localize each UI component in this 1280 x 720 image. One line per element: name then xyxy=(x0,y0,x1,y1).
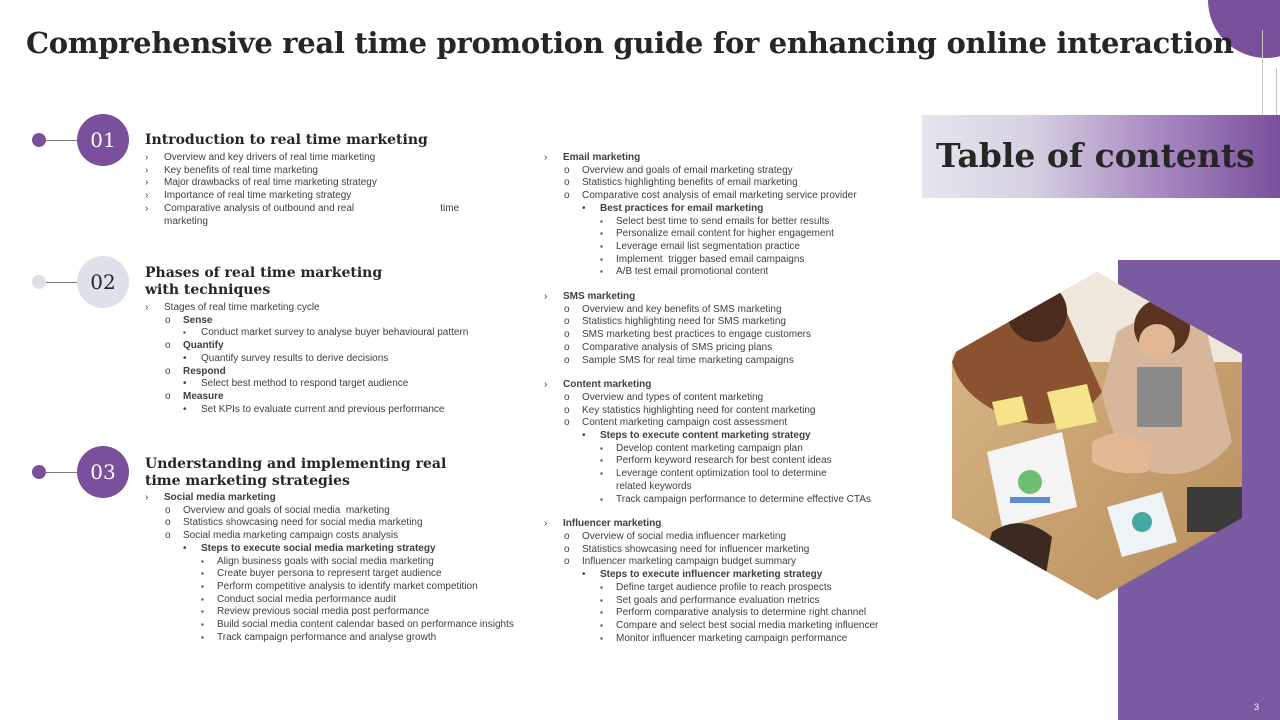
bullet-icon: ▪ xyxy=(201,581,204,591)
list-item xyxy=(544,582,878,595)
list-item-text: Key benefits of real time marketing xyxy=(164,164,318,176)
list-item-text: marketing xyxy=(164,215,208,227)
bullet-icon: o xyxy=(165,517,171,529)
list-item-text: Compare and select best social media marketing influencer xyxy=(616,619,879,631)
bullet-icon: o xyxy=(165,390,171,402)
list-item-text: Align business goals with social media marketing xyxy=(217,555,434,567)
list-item xyxy=(544,241,878,254)
section-02-number: 02 xyxy=(77,256,129,308)
bullet-icon: • xyxy=(183,403,187,415)
list-item-text: Develop content marketing campaign plan xyxy=(616,442,803,454)
list-item-text: Influencer marketing campaign budget summary xyxy=(582,556,796,568)
section-02-dot xyxy=(32,275,46,289)
list-item-text: Steps to execute social media marketing strategy xyxy=(201,542,436,554)
section-03-number: 03 xyxy=(77,446,129,498)
list-item-text: Best practices for email marketing xyxy=(600,202,764,214)
list-item-text: Select best time to send emails for better results xyxy=(616,215,830,227)
bullet-icon: ▪ xyxy=(600,620,603,630)
list-item-text: Importance of real time marketing strategy xyxy=(164,190,352,202)
list-item-text: Create buyer persona to represent target audience xyxy=(217,568,442,580)
list-item-text: related keywords xyxy=(616,480,692,492)
bullet-icon: ▪ xyxy=(600,633,603,643)
list-item-text: Social media marketing campaign costs analysis xyxy=(183,530,399,542)
list-item-text: Review previous social media post performance xyxy=(217,606,430,618)
list-item-text: Overview of social media influencer marketing xyxy=(582,530,786,542)
list-item xyxy=(145,327,468,340)
list-item xyxy=(145,378,468,391)
list-item-text: SMS marketing best practices to engage customers xyxy=(582,329,811,341)
list-item-text: Key statistics highlighting need for content marketing xyxy=(582,404,816,416)
bullet-icon: › xyxy=(145,202,149,214)
list-item-text: Statistics showcasing need for social media marketing xyxy=(183,517,423,529)
bullet-icon: • xyxy=(183,378,187,390)
list-item-text: Leverage content optimization tool to determine xyxy=(616,468,827,480)
bullet-icon: • xyxy=(582,430,586,442)
list-item xyxy=(544,165,878,178)
list-item xyxy=(145,315,468,328)
list-item-text: Perform comparative analysis to determine right channel xyxy=(616,607,867,619)
list-item-text: Stages of real time marketing cycle xyxy=(164,302,320,313)
bullet-icon: o xyxy=(564,164,570,176)
list-item-text: Content marketing campaign cost assessment xyxy=(582,417,788,429)
list-item-text: Overview and key benefits of SMS marketing xyxy=(582,303,782,315)
list-item-text: Major drawbacks of real time marketing strategy xyxy=(164,177,377,189)
bullet-icon: › xyxy=(145,152,149,163)
list-item-text: Overview and goals of social media marketing xyxy=(183,504,390,516)
list-item xyxy=(544,379,878,392)
list-item xyxy=(145,340,468,353)
bullet-icon: ▪ xyxy=(600,254,603,264)
section-02-connector xyxy=(46,282,78,283)
bullet-icon: › xyxy=(544,291,548,303)
list-item xyxy=(145,366,468,379)
bullet-icon: ▪ xyxy=(201,620,204,630)
list-item xyxy=(544,633,878,646)
list-item-text: Conduct social media performance audit xyxy=(217,593,396,605)
bullet-icon: ▪ xyxy=(600,229,603,239)
list-item-text: Implement trigger based email campaigns xyxy=(616,253,805,265)
list-item-text: Respond xyxy=(183,365,226,377)
list-item-text: Sample SMS for real time marketing campaigns xyxy=(582,354,794,366)
list-item xyxy=(544,417,878,430)
list-item xyxy=(145,177,459,190)
list-item-text: Statistics highlighting benefits of email marketing xyxy=(582,177,798,189)
list-item-text: Statistics showcasing need for influencer marketing xyxy=(582,543,810,555)
list-item xyxy=(145,404,468,417)
bullet-icon: ▪ xyxy=(600,582,603,592)
bullet-icon: o xyxy=(564,329,570,341)
bullet-icon: ▪ xyxy=(201,594,204,604)
list-item-text: Content marketing xyxy=(563,379,652,391)
bullet-icon: • xyxy=(582,569,586,581)
section-03-continued-list xyxy=(544,152,878,645)
list-item-text: Set KPIs to evaluate current and previous performance xyxy=(201,403,445,415)
list-item xyxy=(544,569,878,582)
bullet-icon: o xyxy=(564,190,570,202)
bullet-icon: o xyxy=(564,391,570,403)
list-item xyxy=(145,632,514,645)
bullet-icon: › xyxy=(544,152,548,163)
list-item xyxy=(145,190,459,203)
bullet-icon: o xyxy=(564,530,570,542)
list-item xyxy=(145,556,514,569)
list-item-text: Steps to execute content marketing strategy xyxy=(600,430,811,442)
list-item xyxy=(544,544,878,557)
list-item xyxy=(145,581,514,594)
bullet-icon: • xyxy=(582,202,586,214)
list-item xyxy=(544,620,878,633)
bullet-icon: o xyxy=(564,404,570,416)
list-item xyxy=(544,203,878,216)
bullet-icon: o xyxy=(564,177,570,189)
list-item-text: Social media marketing xyxy=(164,492,276,503)
section-02-list xyxy=(145,302,468,416)
list-item-text: Personalize email content for higher engagement xyxy=(616,228,834,240)
bullet-icon: • xyxy=(183,542,187,554)
list-item xyxy=(544,254,878,267)
list-item-text: SMS marketing xyxy=(563,291,636,303)
list-item xyxy=(145,606,514,619)
list-item xyxy=(145,203,459,216)
list-item xyxy=(145,152,459,165)
list-item xyxy=(544,481,878,494)
section-03-connector xyxy=(46,472,78,473)
list-item-text: Steps to execute influencer marketing strategy xyxy=(600,569,823,581)
list-item xyxy=(145,216,459,229)
list-item-text: Perform competitive analysis to identify market competition xyxy=(217,580,478,592)
section-02-title: Phases of real time marketing with techniques xyxy=(145,265,383,298)
list-item xyxy=(544,443,878,456)
bullet-icon: › xyxy=(544,518,548,530)
section-01-title: Introduction to real time marketing xyxy=(145,132,428,148)
page-title: Comprehensive real time promotion guide for enhancing online interaction xyxy=(26,26,1234,60)
list-item xyxy=(145,517,514,530)
list-item-text: Influencer marketing xyxy=(563,518,662,530)
list-item xyxy=(544,392,878,405)
list-item-text: Select best method to respond target audience xyxy=(201,378,409,390)
list-item xyxy=(544,304,878,317)
bullet-icon: ▪ xyxy=(201,556,204,566)
list-item xyxy=(544,468,878,481)
list-item xyxy=(544,228,878,241)
list-item xyxy=(544,342,878,355)
section-01-list xyxy=(145,152,459,228)
list-item xyxy=(544,595,878,608)
list-item xyxy=(145,302,468,315)
section-03-title: Understanding and implementing real time marketing strategies xyxy=(145,456,447,489)
list-item-text: Overview and types of content marketing xyxy=(582,391,764,403)
list-item-text: Quantify xyxy=(183,340,224,352)
list-item-text: Build social media content calendar based on performance insights xyxy=(217,619,514,631)
bullet-icon: o xyxy=(564,556,570,568)
section-03-list xyxy=(145,492,514,644)
bullet-icon: ▪ xyxy=(600,241,603,251)
list-item xyxy=(544,177,878,190)
bullet-icon: ▪ xyxy=(600,608,603,618)
list-item-text: Perform keyword research for best content ideas xyxy=(616,455,832,467)
list-item xyxy=(544,316,878,329)
bullet-icon: › xyxy=(145,164,149,176)
bullet-icon: ▪ xyxy=(600,469,603,479)
list-item xyxy=(544,190,878,203)
list-item-text: Track campaign performance to determine effective CTAs xyxy=(616,493,871,505)
bullet-icon: o xyxy=(564,303,570,315)
list-item xyxy=(544,531,878,544)
list-item xyxy=(544,355,878,368)
bullet-icon: ▪ xyxy=(600,216,603,226)
list-item xyxy=(145,505,514,518)
list-item xyxy=(145,568,514,581)
list-item-text: Set goals and performance evaluation metrics xyxy=(616,594,820,606)
bullet-icon: › xyxy=(145,190,149,202)
list-item xyxy=(145,391,468,404)
list-item-text: Track campaign performance and analyse growth xyxy=(217,631,437,643)
list-item xyxy=(145,619,514,632)
list-item xyxy=(145,543,514,556)
section-01-connector xyxy=(46,140,78,141)
page-number: 3 xyxy=(1254,702,1260,712)
list-item xyxy=(544,607,878,620)
list-item xyxy=(544,266,878,279)
list-item-text: Comparative cost analysis of email marketing service provider xyxy=(582,190,857,202)
list-spacer xyxy=(544,279,878,291)
bullet-icon: o xyxy=(165,530,171,542)
list-item-text: Comparative analysis of SMS pricing plans xyxy=(582,341,773,353)
bullet-icon: › xyxy=(145,492,149,503)
list-item xyxy=(544,152,878,165)
bullet-icon: • xyxy=(183,352,187,364)
bullet-icon: ▪ xyxy=(201,632,204,642)
list-item-text: Overview and key drivers of real time marketing xyxy=(164,152,376,163)
list-item xyxy=(145,594,514,607)
list-item-text: Monitor influencer marketing campaign performance xyxy=(616,632,848,644)
team-meeting-photo xyxy=(952,272,1242,600)
bullet-icon: o xyxy=(564,417,570,429)
list-item xyxy=(145,165,459,178)
bullet-icon: o xyxy=(564,354,570,366)
list-item-text: Define target audience profile to reach prospects xyxy=(616,581,832,593)
bullet-icon: ▪ xyxy=(201,607,204,617)
list-spacer xyxy=(544,506,878,518)
bullet-icon: o xyxy=(564,341,570,353)
list-item-text: Email marketing xyxy=(563,152,641,163)
section-01-number: 01 xyxy=(77,114,129,166)
section-03-dot xyxy=(32,465,46,479)
list-item xyxy=(544,329,878,342)
toc-title: Table of contents xyxy=(936,136,1255,175)
bullet-icon: o xyxy=(165,365,171,377)
bullet-icon: o xyxy=(165,504,171,516)
bullet-icon: ▪ xyxy=(183,328,186,338)
bullet-icon: › xyxy=(145,302,149,313)
bullet-icon: o xyxy=(165,314,171,326)
section-01-dot xyxy=(32,133,46,147)
list-item xyxy=(544,494,878,507)
bullet-icon: o xyxy=(564,316,570,328)
bullet-icon: ▪ xyxy=(600,595,603,605)
bullet-icon: ▪ xyxy=(600,443,603,453)
list-item xyxy=(544,430,878,443)
list-item xyxy=(544,556,878,569)
list-item xyxy=(145,353,468,366)
list-item-text: Measure xyxy=(183,390,224,402)
list-item xyxy=(544,291,878,304)
list-item-text: Conduct market survey to analyse buyer behavioural pattern xyxy=(201,327,469,339)
list-item xyxy=(544,216,878,229)
list-item-text: Leverage email list segmentation practice xyxy=(616,240,800,252)
list-item xyxy=(544,405,878,418)
bullet-icon: ▪ xyxy=(600,494,603,504)
list-item xyxy=(544,518,878,531)
list-item-text: Sense xyxy=(183,314,213,326)
list-item xyxy=(145,530,514,543)
list-item-text: Statistics highlighting need for SMS marketing xyxy=(582,316,786,328)
list-item-text: A/B test email promotional content xyxy=(616,266,769,278)
list-item xyxy=(544,455,878,468)
bullet-icon: ▪ xyxy=(201,569,204,579)
bullet-icon: ▪ xyxy=(600,456,603,466)
list-spacer xyxy=(544,367,878,379)
list-item-text: Quantify survey results to derive decisions xyxy=(201,352,389,364)
bullet-icon: o xyxy=(165,340,171,352)
bullet-icon: › xyxy=(544,379,548,391)
bullet-icon: › xyxy=(145,177,149,189)
list-item xyxy=(145,492,514,505)
list-item-text: Comparative analysis of outbound and real time xyxy=(164,202,460,214)
list-item-text: Overview and goals of email marketing strategy xyxy=(582,164,793,176)
bullet-icon: ▪ xyxy=(600,267,603,277)
bullet-icon: o xyxy=(564,543,570,555)
